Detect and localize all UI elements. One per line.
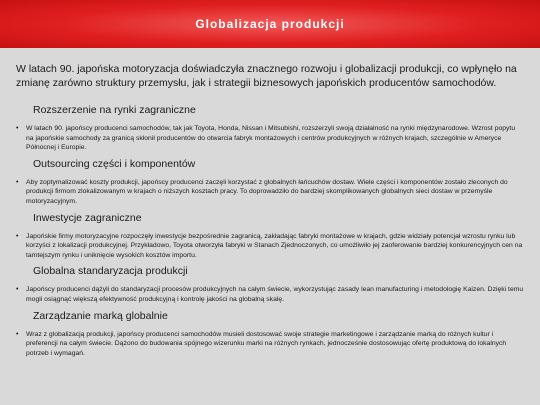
bullet-icon: • bbox=[16, 125, 19, 132]
section-brand-management bbox=[16, 310, 524, 359]
bullet-list bbox=[16, 178, 524, 207]
intro-paragraph: W latach 90. japońska motoryzacja doświadczyła znacznego rozwoju i globalizacji produkcji, co wpłynęło na zmianę zarówno struktury przemysłu, jak i strategii biznesowych japońskich producentów samochodów. bbox=[16, 63, 517, 89]
bullet-text: Japońskie firmy motoryzacyjne rozpoczęły inwestycje bezpośrednie zagranicą, zakładając fabryki montażowe w krajach, gdzie widziały potencjał wzrostu rynku lub korzyści z lokalizacji produkcyjnej. Przykładowo, Toyota otworzyła fabryki w Stanach Zjednoczonych, co umożliwiło jej zaoferowanie bardziej konkurencyjnych cen na tamtejszym rynku i uniknięcie wysokich kosztów importu. bbox=[26, 232, 523, 259]
section-standardization bbox=[16, 265, 524, 304]
section-expansion bbox=[16, 104, 524, 153]
bullet-icon: • bbox=[16, 232, 19, 240]
bullet-item bbox=[16, 330, 524, 359]
bullet-item bbox=[16, 178, 524, 207]
bullet-icon: • bbox=[16, 330, 19, 338]
section-heading: Outsourcing części i komponentów bbox=[33, 157, 196, 170]
bullet-item bbox=[16, 124, 524, 153]
bullet-list bbox=[16, 330, 524, 359]
section-heading: Rozszerzenie na rynki zagraniczne bbox=[33, 104, 196, 116]
page-title: Globalizacja produkcji bbox=[195, 17, 345, 31]
bullet-icon: • bbox=[16, 178, 19, 186]
section-heading: Inwestycje zagraniczne bbox=[33, 211, 142, 224]
bullet-icon: • bbox=[16, 286, 19, 294]
section-heading: Zarządzanie marką globalnie bbox=[33, 309, 168, 322]
bullet-item bbox=[16, 232, 524, 261]
bullet-text: W latach 90. japońscy producenci samochodów, tak jak Toyota, Honda, Nissan i Mitsubishi, rozszerzyli swoją działalność na rynki międzynarodowe. Wzrost popytu na japońskie samochody za granicą skłonił producentów do otwarcia fabryk montażowych i centrów produkcyjnych w różnych krajach, szczególnie w Ameryce Północnej i Europie. bbox=[26, 125, 516, 152]
section-investments bbox=[16, 212, 524, 261]
section-outsourcing bbox=[16, 158, 524, 207]
bullet-text: Wraz z globalizacją produkcji, japońscy producenci samochodów musieli dostosować swoje strategie marketingowe i zarządzanie marką do różnych kultur i preferencji na całym świecie. Dążono do budowania spójnego wizerunku marki na różnych rynkach, jednocześnie dostosowując ofertę produktową do lokalnych potrzeb i wymagań. bbox=[26, 330, 507, 357]
title-banner bbox=[0, 0, 540, 48]
bullet-list bbox=[16, 232, 524, 261]
bullet-text: Japońscy producenci dążyli do standaryzacji procesów produkcyjnych na całym świecie, wykorzystując zasady lean manufacturing i metodologię Kaizen. Dzięki temu mogli osiągnąć większą efektywność produkcyjną i kontrolę jakości na globalną skalę. bbox=[26, 286, 524, 303]
bullet-list bbox=[16, 285, 524, 304]
bullet-list bbox=[16, 124, 524, 153]
slide-content bbox=[0, 48, 540, 358]
section-heading: Globalna standaryzacja produkcji bbox=[33, 265, 188, 278]
bullet-text: Aby zoptymalizować koszty produkcji, japońscy producenci zaczęli korzystać z globalnych łańcuchów dostaw. Wiele części i komponentów zostało zleconych do produkcji firmom zlokalizowanym w krajach o niższych kosztach pracy. To doprowadziło do bardziej skomplikowanych globalnych sieci dostaw w przemyśle motoryzacyjnym. bbox=[26, 178, 508, 205]
bullet-item bbox=[16, 285, 524, 304]
